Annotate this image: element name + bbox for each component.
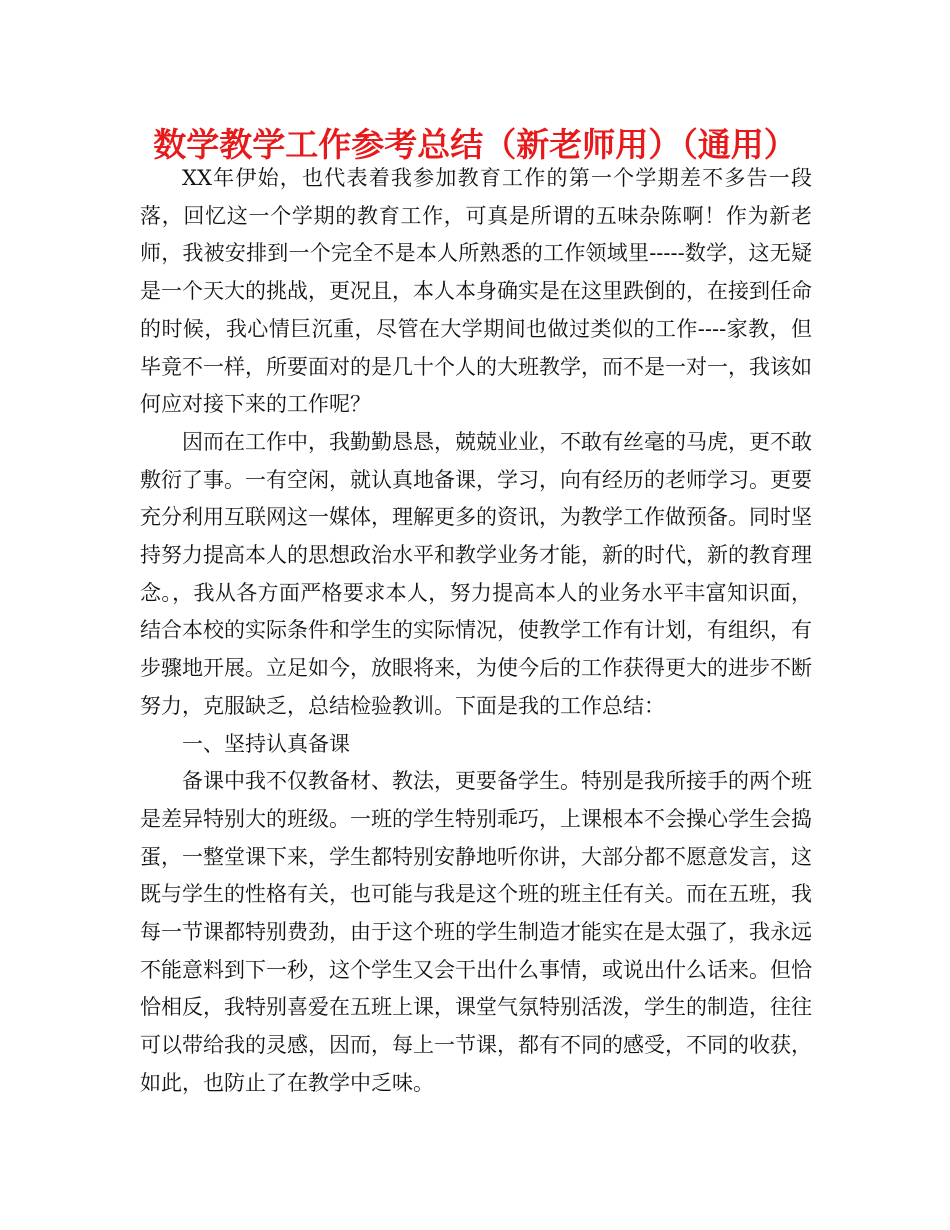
document-body — [140, 160, 812, 1103]
document-title: 数学教学工作参考总结（新老师用）（通用） — [153, 125, 797, 164]
section-heading-lesson-prep: 一、坚持认真备课 — [182, 731, 350, 756]
paragraph-lesson-prep: 备课中我不仅教备材、教法，更要备学生。特别是我所接手的两个班是差异特别大的班级。一班的学生特别乖巧，上课根本不会操心学生会捣蛋，一整堂课下来，学生都特别安静地听你讲，大部分都不愿意发言，这既与学生的性格有关，也可能与我是这个班的班主任有关。而在五班，我每一节课都特别费劲，由于这个班的学生制造才能实在是太强了，我永远不能意料到下一秒，这个学生又会干出什么事情，或说出什么话来。但恰恰相反，我特别喜爱在五班上课，课堂气氛特别活泼，学生的制造，往往可以带给我的灵感，因而，每上一节课，都有不同的感受，不同的收获，如此，也防止了在教学中乏味。 — [140, 769, 812, 1095]
paragraph-work-attitude: 因而在工作中，我勤勤恳恳，兢兢业业，不敢有丝毫的马虎，更不敢敷衍了事。一有空闲，就认真地备课，学习，向有经历的老师学习。更要充分利用互联网这一媒体，理解更多的资讯，为教学工作做预备。同时坚持努力提高本人的思想政治水平和教学业务才能，新的时代，新的教育理念。，我从各方面严格要求本人，努力提高本人的业务水平丰富知识面，结合本校的实际条件和学生的实际情况，使教学工作有计划，有组织，有步骤地开展。立足如今，放眼将来，为使今后的工作获得更大的进步不断努力，克服缺乏，总结检验教训。下面是我的工作总结： — [140, 429, 812, 718]
paragraph-intro: XX年伊始，也代表着我参加教育工作的第一个学期差不多告一段落，回忆这一个学期的教育工作，可真是所谓的五味杂陈啊！作为新老师，我被安排到一个完全不是本人所熟悉的工作领域里-----数学，这无疑是一个天大的挑战，更况且，本人本身确实是在这里跌倒的，在接到任命的时候，我心情巨沉重，尽管在大学期间也做过类似的工作----家教，但毕竟不一样，所要面对的是几十个人的大班教学，而不是一对一，我该如何应对接下来的工作呢？ — [140, 166, 812, 417]
